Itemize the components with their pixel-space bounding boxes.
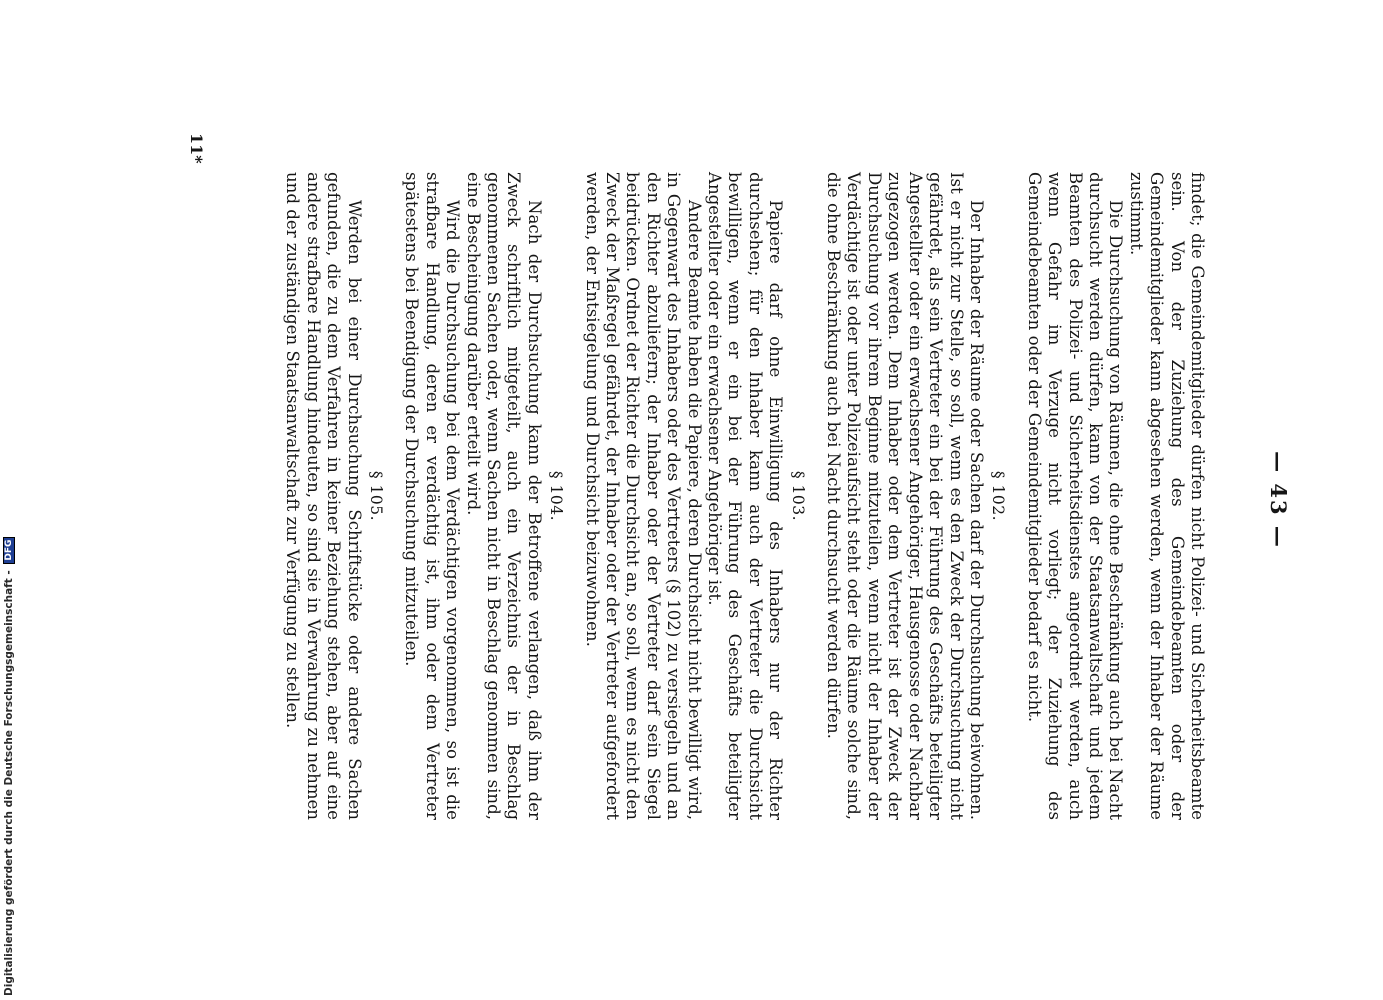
paragraph-104-2: Wird die Durchsuchung bei dem Verdächtigen vorgenommen, so ist die strafbare Handlung, deren er verdächtig ist, ihm oder dem Vertreter spätestens bei Beendigung der Durchsuchung mitzuteilen.: [402, 172, 463, 820]
statute-text-block: [282, 172, 1207, 820]
section-heading-105: § 105.: [366, 470, 385, 522]
dfg-logo-icon: DFG: [3, 537, 15, 564]
page-number: — 43 —: [1266, 451, 1291, 549]
paragraph-104-1: Nach der Durchsuchung kann der Betroffene verlangen, daß ihm der Zweck schriftlich mitgeteilt, auch ein Verzeichnis der in Beschlag genommenen Sachen oder, wenn Sachen nicht in Beschlag genommen sind, eine Bescheinigung darüber erteilt wird.: [463, 172, 544, 820]
paragraph-105: Werden bei einer Durchsuchung Schriftstücke oder andere Sachen gefunden, die zu dem Verfahren in keiner Beziehung stehen, aber auf eine andere strafbare Handlung hindeuten, so sind sie in Verwahrung zu nehmen und der zuständigen Staatsanwaltschaft zur Verfügung zu stellen.: [283, 172, 364, 820]
section-heading-102: § 102.: [989, 470, 1008, 522]
paragraph-103-2: Andere Beamte haben die Papiere, deren Durchsicht nicht bewilligt wird, in Gegenwart des Inhabers oder des Vertreters (§ 102) zu versiegeln und an den Richter abzuliefern; der Inhaber oder der Vertreter darf sein Siegel beidrücken. Ordnet der Richter die Durchsicht an, so soll, wenn es nicht den Zweck der Maßregel gefährdet, der Inhaber oder der Vertreter aufgefordert werden, der Entsiegelung und Durchsicht beizuwohnen.: [582, 172, 704, 820]
section-heading-103: § 103.: [788, 470, 807, 522]
paragraph-102: Der Inhaber der Räume oder Sachen darf der Durchsuchung beiwohnen. Ist er nicht zur Stelle, so soll, wenn es den Zweck der Durchsuchung nicht gefährdet, als sein Vertreter ein bei der Führung des Geschäfts beteiligter Angestellter oder ein erwachsener Angehöriger, Hausgenosse oder Nachbar zugezogen werden. Dem Inhaber oder dem Vertreter ist der Zweck der Durchsuchung vor ihrem Beginne mitzuteilen, wenn nicht der Inhaber der Verdächtige ist oder unter Polizeiaufsicht steht oder die Räume solche sind, die ohne Beschränkung auch bei Nacht durchsucht werden dürfen.: [824, 172, 986, 820]
digitization-note: Digitalisierung gefördert durch die Deutsche Forschungsgemeinschaft -: [3, 570, 15, 996]
paragraph-103-1: Papiere darf ohne Einwilligung des Inhabers nur der Richter durchsehen; für den Inhaber kann auch der Vertreter die Durchsicht bewilligen, wenn er ein bei der Führung des Geschäfts beteiligter Angestellter oder ein erwachsener Angehöriger ist.: [705, 172, 786, 820]
paragraph-continuation: findet; die Gemeindemitglieder dürfen nicht Polizei- und Sicherheitsbeamte sein. Von der Zuziehung des Gemeindebeamten oder der Gemeindemitglieder kann abgesehen werden, wenn der Inhaber der Räume zustimmt.: [1126, 172, 1207, 820]
digitization-footer: [0, 0, 20, 1000]
sheet-signature-mark: 11*: [187, 133, 206, 164]
section-heading-104: § 104.: [547, 470, 566, 522]
paragraph-night-search: Die Durchsuchung von Räumen, die ohne Beschränkung auch bei Nacht durchsucht werden dürfen, kann von der Staatsanwaltschaft und jedem Beamten des Polizei- und Sicherheitsdienstes angeordnet werden, auch wenn Gefahr im Verzuge nicht vorliegt; der Zuziehung des Gemeindebeamten oder der Gemeindemitglieder bedarf es nicht.: [1024, 172, 1126, 820]
